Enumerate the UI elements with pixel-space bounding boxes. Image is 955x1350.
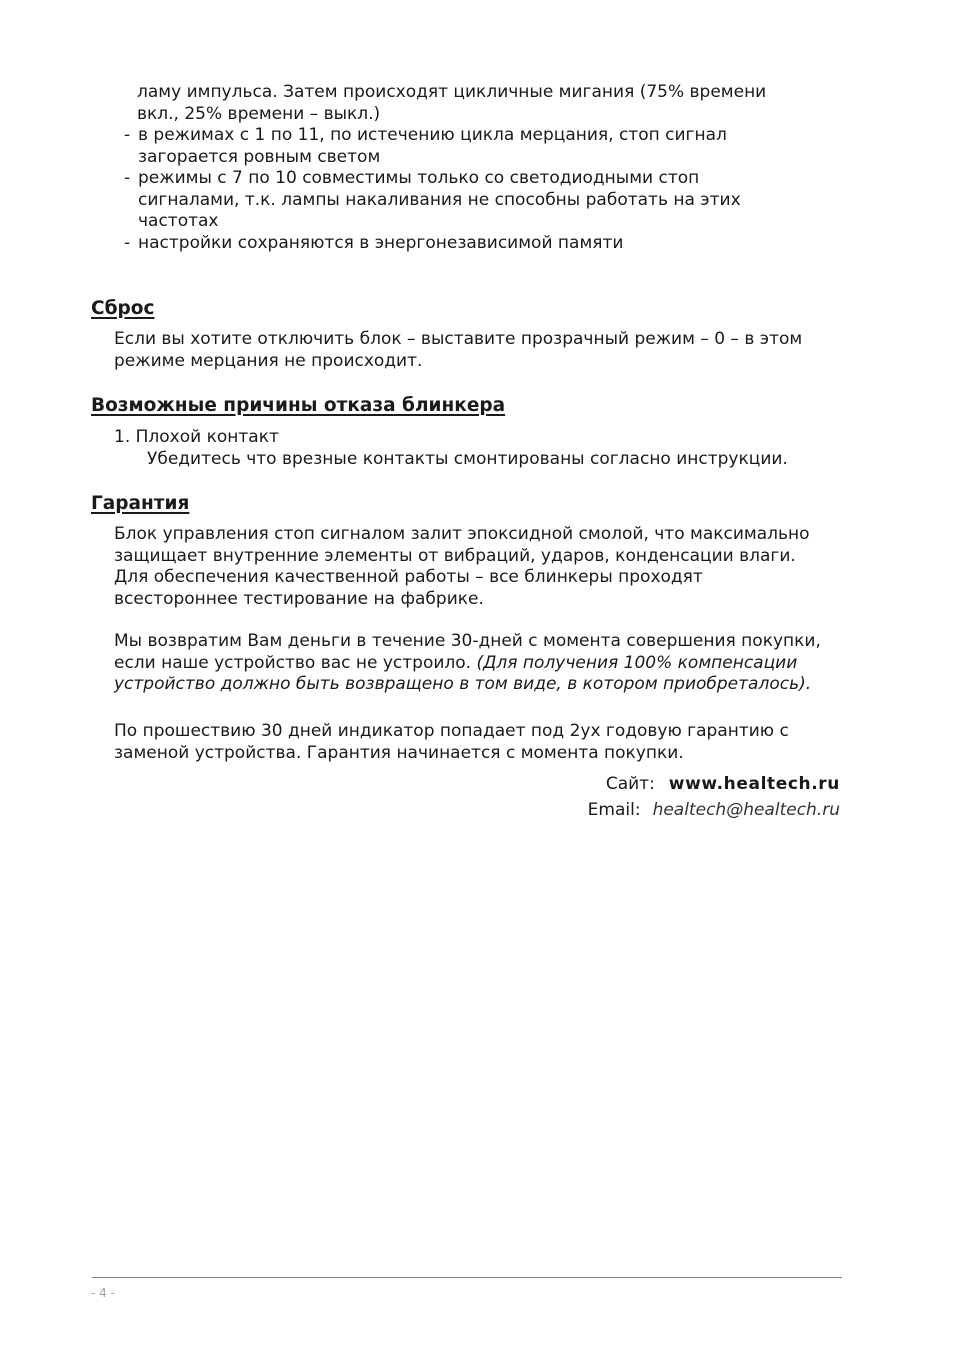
bullet-dash: -	[124, 232, 131, 253]
paragraph-line: заменой устройства. Гарантия начинается с момента покупки.	[114, 742, 684, 763]
list-item-line: сигналами, т.к. лампы накаливания не способны работать на этих	[138, 189, 741, 210]
list-item-line: настройки сохраняются в энергонезависимой памяти	[138, 232, 624, 253]
paragraph-line	[114, 653, 849, 675]
footer-divider	[92, 1277, 842, 1278]
refund-note-text: устройство должно быть возвращено в том виде, в котором приобреталось).	[114, 674, 812, 694]
list-item-line: в режимах с 1 по 11, по истечению цикла мерцания, стоп сигнал	[138, 125, 727, 145]
list-item-line: режимы с 7 по 10 совместимы только со светодиодными стоп	[138, 168, 700, 188]
site-contact	[606, 774, 840, 796]
email-link[interactable]: healtech@healtech.ru	[652, 800, 840, 820]
failure-heading: Возможные причины отказа блинкера	[91, 395, 506, 416]
warranty-paragraph-2	[114, 631, 849, 696]
page-number: - 4 -	[91, 1286, 115, 1300]
paragraph-line: По прошествию 30 дней индикатор попадает под 2ух годовую гарантию с	[114, 721, 789, 741]
bullet-dash: -	[124, 168, 131, 188]
refund-condition-text: если наше устройство вас не устроило.	[114, 652, 472, 673]
paragraph-line: Мы возвратим Вам деньги в течение 30-дней с момента совершения покупки,	[114, 631, 821, 651]
warranty-heading: Гарантия	[91, 493, 190, 514]
continued-line: вкл., 25% времени – выкл.)	[137, 103, 381, 124]
reset-paragraph	[114, 329, 849, 372]
paragraph-line: режиме мерцания не происходит.	[114, 350, 423, 371]
paragraph-line	[114, 674, 849, 696]
refund-note-text: (Для получения 100% компенсации	[476, 652, 798, 673]
paragraph-line: Для обеспечения качественной работы – все блинкеры проходят	[114, 567, 703, 587]
warranty-paragraph-1	[114, 524, 849, 610]
list-item-line: частотах	[138, 211, 219, 231]
continued-line: ламу импульса. Затем происходят цикличные мигания (75% времени	[137, 82, 767, 102]
list-item	[124, 168, 844, 233]
continued-text	[137, 82, 837, 125]
failure-item: 1. Плохой контакт	[114, 427, 279, 447]
list-item-line: загорается ровным светом	[138, 146, 381, 167]
failure-list	[114, 427, 849, 470]
paragraph-line: защищает внутренние элементы от вибраций, ударов, конденсации влаги.	[114, 545, 796, 566]
site-link[interactable]: www.healtech.ru	[668, 774, 840, 794]
list-item	[124, 233, 844, 255]
bullet-dash: -	[124, 125, 131, 145]
failure-detail: Убедитесь что врезные контакты смонтированы согласно инструкции.	[147, 448, 788, 469]
reset-heading: Сброс	[91, 298, 155, 319]
paragraph-line: всестороннее тестирование на фабрике.	[114, 588, 484, 609]
site-label: Сайт:	[605, 774, 655, 794]
list-item	[124, 125, 844, 168]
paragraph-line: Блок управления стоп сигналом залит эпоксидной смолой, что максимально	[114, 524, 810, 544]
paragraph-line: Если вы хотите отключить блок – выставите прозрачный режим – 0 – в этом	[114, 329, 803, 349]
notes-list	[124, 125, 844, 254]
warranty-paragraph-3	[114, 721, 849, 764]
email-contact	[588, 800, 840, 822]
email-label: Email:	[587, 800, 641, 820]
